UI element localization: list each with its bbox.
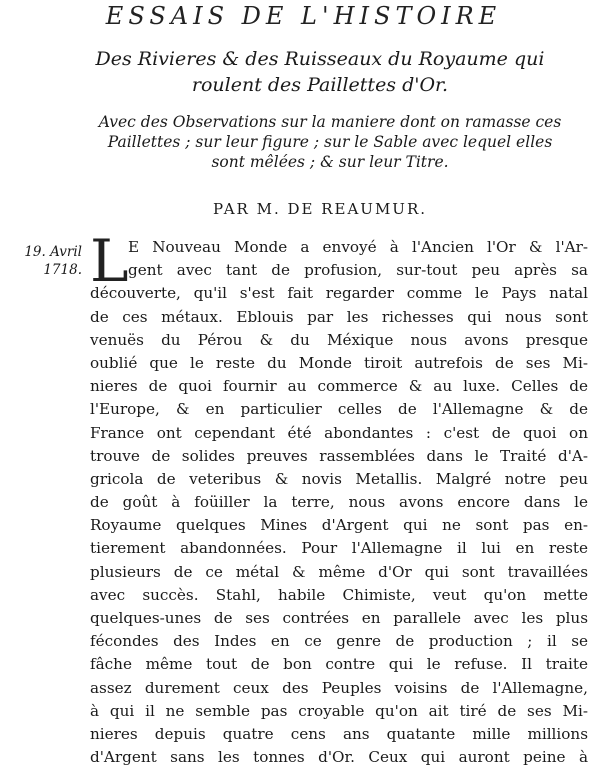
body-line: gent avec tant de profusion, sur-tout peu après sa [128,261,588,280]
page-title: ESSAIS DE L'HISTOIRE [105,2,502,30]
margin-date [14,243,82,279]
body-line: nieres depuis quatre cens ans quatante mille millions [90,724,588,743]
date-line: 19. Avril [24,244,82,260]
body-line: de goût à foüiller la terre, nous avons encore dans le [90,493,588,512]
body-line: l'Europe, & en particulier celles de l'Allemagne & de [90,400,588,419]
body-line: quelques-unes de ses contrées en parallele avec les plus [90,609,588,627]
body-line: Royaume quelques Mines d'Argent qui ne sont pas en- [90,516,588,535]
body-line: trouve de solides preuves rassemblées dans le Traité d'A- [90,446,588,465]
observations-heading [70,112,590,172]
body-line: E Nouveau Monde a envoyé à l'Ancien l'Or & l'Ar- [128,238,588,256]
observations-line: Paillettes ; sur leur figure ; sur le Sable avec lequel elles [107,133,553,151]
body-line: gricola de veteribus & novis Metallis. Malgré notre peu [90,469,588,488]
observations-line: Avec des Observations sur la maniere dont on ramasse ces [98,113,562,131]
body-line: avec succès. Stahl, habile Chimiste, veut qu'on mette [90,585,588,604]
subtitle-line: Des Rivieres & des Ruisseaux du Royaume qui [95,48,545,70]
date-line: 1718. [43,262,82,278]
body-line: plusieurs de ce métal & même d'Or qui sont travaillées [90,562,588,581]
body-line: venuës du Pérou & du Méxique nous avons presque [90,330,588,349]
body-text [90,227,588,769]
body-line: fâche même tout de bon contre qui le refuse. Il traite [90,655,588,674]
body-line: fécondes des Indes en ce genre de production ; il se [90,632,588,651]
body-line: tierement abandonnées. Pour l'Allemagne il lui en reste [90,539,588,558]
body-line: nieres de quoi fournir au commerce & au luxe. Celles de [90,377,588,396]
body-line: à qui il ne semble pas croyable qu'on ait tiré de ses Mi- [90,701,588,720]
body-line: de ces métaux. Eblouis par les richesses qui nous sont [90,307,588,326]
subtitle-line: roulent des Paillettes d'Or. [191,74,449,96]
author-line: PAR M. DE REAUMUR. [212,200,428,218]
subtitle [60,46,580,98]
observations-line: sont mêlées ; & sur leur Titre. [211,153,449,171]
body-line: assez durement ceux des Peuples voisins de l'Allemagne, [90,678,588,697]
body-line: oublié que le reste du Monde tiroit autrefois de ses Mi- [90,353,588,372]
body-line: découverte, qu'il s'est fait regarder comme le Pays natal [90,284,588,303]
body-line: d'Argent sans les tonnes d'Or. Ceux qui auront peine à [90,748,588,767]
drop-cap: L [90,227,129,295]
body-line: France ont cependant été abondantes : c'est de quoi on [90,423,588,442]
